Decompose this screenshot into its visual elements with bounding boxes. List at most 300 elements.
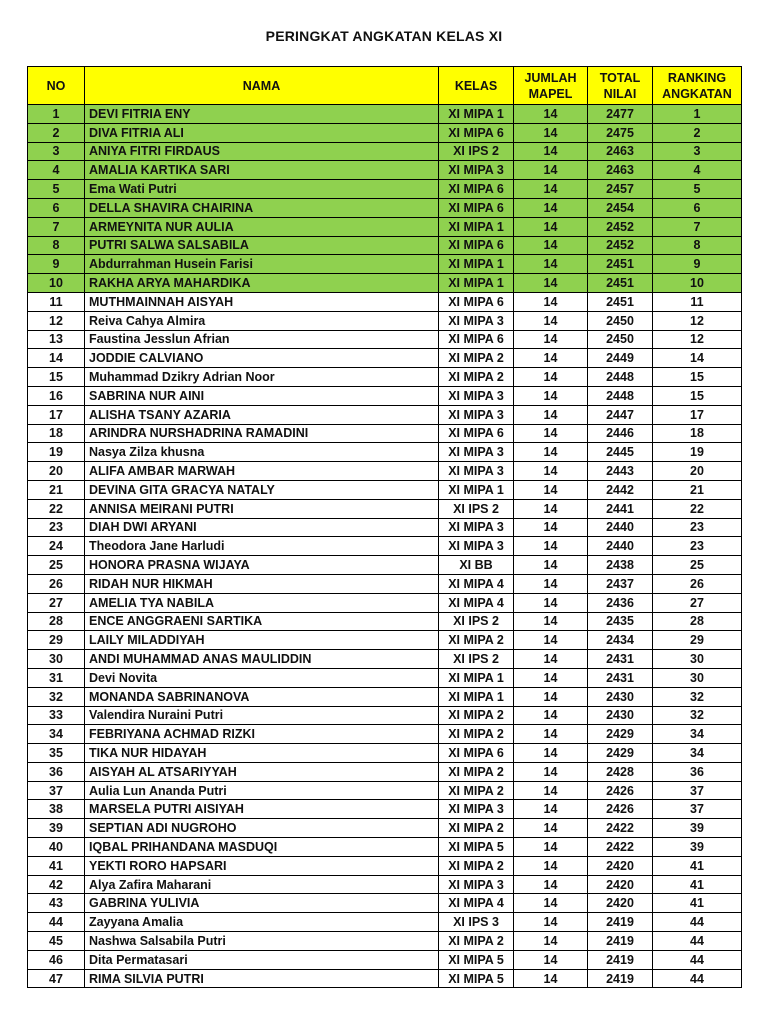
cell-kelas: XI MIPA 2 (439, 762, 514, 781)
cell-nama: Dita Permatasari (85, 950, 439, 969)
cell-nama: Zayyana Amalia (85, 913, 439, 932)
cell-jumlah-mapel: 14 (514, 198, 588, 217)
cell-ranking: 32 (653, 687, 742, 706)
cell-kelas: XI MIPA 3 (439, 462, 514, 481)
table-row (28, 443, 742, 462)
cell-kelas: XI MIPA 3 (439, 443, 514, 462)
cell-jumlah-mapel: 14 (514, 330, 588, 349)
cell-kelas: XI MIPA 5 (439, 838, 514, 857)
cell-ranking: 8 (653, 236, 742, 255)
cell-total-nilai: 2463 (588, 142, 653, 161)
cell-kelas: XI MIPA 6 (439, 330, 514, 349)
table-row (28, 180, 742, 199)
cell-nama: Devi Novita (85, 668, 439, 687)
cell-kelas: XI MIPA 4 (439, 574, 514, 593)
cell-jumlah-mapel: 14 (514, 950, 588, 969)
cell-jumlah-mapel: 14 (514, 894, 588, 913)
cell-total-nilai: 2419 (588, 932, 653, 951)
header-ranking-angkatan (653, 67, 742, 105)
cell-jumlah-mapel: 14 (514, 105, 588, 124)
table-row (28, 612, 742, 631)
cell-total-nilai: 2422 (588, 819, 653, 838)
cell-no: 39 (28, 819, 85, 838)
cell-ranking: 20 (653, 462, 742, 481)
cell-no: 6 (28, 198, 85, 217)
cell-ranking: 44 (653, 969, 742, 988)
cell-kelas: XI IPS 2 (439, 612, 514, 631)
cell-total-nilai: 2430 (588, 687, 653, 706)
cell-total-nilai: 2436 (588, 593, 653, 612)
table-row (28, 537, 742, 556)
cell-no: 44 (28, 913, 85, 932)
cell-jumlah-mapel: 14 (514, 123, 588, 142)
table-header (28, 67, 742, 105)
cell-total-nilai: 2431 (588, 668, 653, 687)
cell-kelas: XI MIPA 6 (439, 744, 514, 763)
cell-total-nilai: 2448 (588, 368, 653, 387)
cell-total-nilai: 2449 (588, 349, 653, 368)
cell-kelas: XI MIPA 6 (439, 198, 514, 217)
cell-jumlah-mapel: 14 (514, 556, 588, 575)
cell-jumlah-mapel: 14 (514, 932, 588, 951)
table-row (28, 518, 742, 537)
cell-kelas: XI IPS 2 (439, 650, 514, 669)
table-row (28, 349, 742, 368)
cell-ranking: 41 (653, 856, 742, 875)
cell-jumlah-mapel: 14 (514, 518, 588, 537)
table-row (28, 105, 742, 124)
cell-kelas: XI IPS 2 (439, 499, 514, 518)
cell-nama: SEPTIAN ADI NUGROHO (85, 819, 439, 838)
cell-jumlah-mapel: 14 (514, 744, 588, 763)
table-row (28, 556, 742, 575)
cell-nama: PUTRI SALWA SALSABILA (85, 236, 439, 255)
cell-ranking: 23 (653, 537, 742, 556)
cell-ranking: 27 (653, 593, 742, 612)
cell-ranking: 44 (653, 932, 742, 951)
cell-kelas: XI MIPA 6 (439, 424, 514, 443)
cell-kelas: XI MIPA 1 (439, 274, 514, 293)
cell-ranking: 15 (653, 386, 742, 405)
cell-no: 26 (28, 574, 85, 593)
cell-jumlah-mapel: 14 (514, 349, 588, 368)
cell-kelas: XI IPS 3 (439, 913, 514, 932)
cell-jumlah-mapel: 14 (514, 368, 588, 387)
cell-nama: AMALIA KARTIKA SARI (85, 161, 439, 180)
cell-jumlah-mapel: 14 (514, 762, 588, 781)
cell-nama: RAKHA ARYA MAHARDIKA (85, 274, 439, 293)
cell-ranking: 9 (653, 255, 742, 274)
table-row (28, 631, 742, 650)
cell-no: 17 (28, 405, 85, 424)
cell-nama: ANNISA MEIRANI PUTRI (85, 499, 439, 518)
cell-total-nilai: 2445 (588, 443, 653, 462)
cell-ranking: 37 (653, 800, 742, 819)
table-row (28, 123, 742, 142)
table-row (28, 950, 742, 969)
cell-total-nilai: 2475 (588, 123, 653, 142)
cell-no: 30 (28, 650, 85, 669)
cell-no: 28 (28, 612, 85, 631)
cell-total-nilai: 2450 (588, 330, 653, 349)
cell-jumlah-mapel: 14 (514, 292, 588, 311)
table-row (28, 668, 742, 687)
cell-ranking: 26 (653, 574, 742, 593)
cell-nama: ANIYA FITRI FIRDAUS (85, 142, 439, 161)
header-kelas: KELAS (439, 67, 514, 105)
cell-no: 14 (28, 349, 85, 368)
cell-ranking: 1 (653, 105, 742, 124)
cell-jumlah-mapel: 14 (514, 913, 588, 932)
cell-nama: ALISHA TSANY AZARIA (85, 405, 439, 424)
cell-ranking: 29 (653, 631, 742, 650)
cell-kelas: XI BB (439, 556, 514, 575)
cell-no: 27 (28, 593, 85, 612)
cell-ranking: 22 (653, 499, 742, 518)
cell-total-nilai: 2435 (588, 612, 653, 631)
table-row (28, 255, 742, 274)
cell-nama: ENCE ANGGRAENI SARTIKA (85, 612, 439, 631)
cell-no: 34 (28, 725, 85, 744)
cell-kelas: XI MIPA 2 (439, 856, 514, 875)
cell-total-nilai: 2420 (588, 894, 653, 913)
cell-nama: DEVI FITRIA ENY (85, 105, 439, 124)
table-row (28, 744, 742, 763)
cell-total-nilai: 2441 (588, 499, 653, 518)
cell-total-nilai: 2446 (588, 424, 653, 443)
cell-total-nilai: 2426 (588, 781, 653, 800)
cell-total-nilai: 2451 (588, 255, 653, 274)
cell-jumlah-mapel: 14 (514, 274, 588, 293)
cell-kelas: XI MIPA 2 (439, 725, 514, 744)
cell-ranking: 44 (653, 913, 742, 932)
cell-ranking: 30 (653, 668, 742, 687)
cell-no: 41 (28, 856, 85, 875)
cell-no: 8 (28, 236, 85, 255)
cell-jumlah-mapel: 14 (514, 405, 588, 424)
cell-ranking: 12 (653, 330, 742, 349)
cell-no: 2 (28, 123, 85, 142)
cell-no: 38 (28, 800, 85, 819)
cell-total-nilai: 2451 (588, 274, 653, 293)
cell-nama: Muhammad Dzikry Adrian Noor (85, 368, 439, 387)
cell-total-nilai: 2452 (588, 217, 653, 236)
cell-total-nilai: 2429 (588, 725, 653, 744)
cell-kelas: XI MIPA 6 (439, 292, 514, 311)
cell-kelas: XI MIPA 3 (439, 518, 514, 537)
cell-nama: TIKA NUR HIDAYAH (85, 744, 439, 763)
cell-no: 40 (28, 838, 85, 857)
table-row (28, 499, 742, 518)
cell-jumlah-mapel: 14 (514, 725, 588, 744)
cell-no: 15 (28, 368, 85, 387)
cell-no: 9 (28, 255, 85, 274)
cell-kelas: XI MIPA 3 (439, 311, 514, 330)
cell-jumlah-mapel: 14 (514, 443, 588, 462)
cell-no: 22 (28, 499, 85, 518)
table-row (28, 969, 742, 988)
cell-total-nilai: 2430 (588, 706, 653, 725)
table-row (28, 913, 742, 932)
cell-total-nilai: 2454 (588, 198, 653, 217)
table-row (28, 292, 742, 311)
cell-ranking: 41 (653, 894, 742, 913)
table-row (28, 142, 742, 161)
cell-nama: Theodora Jane Harludi (85, 537, 439, 556)
header-row (28, 67, 742, 105)
cell-jumlah-mapel: 14 (514, 781, 588, 800)
cell-kelas: XI MIPA 2 (439, 819, 514, 838)
cell-ranking: 14 (653, 349, 742, 368)
cell-nama: IQBAL PRIHANDANA MASDUQI (85, 838, 439, 857)
cell-no: 16 (28, 386, 85, 405)
cell-kelas: XI MIPA 6 (439, 236, 514, 255)
cell-jumlah-mapel: 14 (514, 838, 588, 857)
table-row (28, 574, 742, 593)
cell-kelas: XI MIPA 3 (439, 161, 514, 180)
table-row (28, 781, 742, 800)
cell-kelas: XI IPS 2 (439, 142, 514, 161)
cell-ranking: 37 (653, 781, 742, 800)
cell-ranking: 15 (653, 368, 742, 387)
cell-nama: ALIFA AMBAR MARWAH (85, 462, 439, 481)
cell-jumlah-mapel: 14 (514, 650, 588, 669)
cell-ranking: 11 (653, 292, 742, 311)
cell-no: 29 (28, 631, 85, 650)
cell-nama: AISYAH AL ATSARIYYAH (85, 762, 439, 781)
cell-nama: LAILY MILADDIYAH (85, 631, 439, 650)
cell-jumlah-mapel: 14 (514, 499, 588, 518)
table-body (28, 105, 742, 988)
cell-jumlah-mapel: 14 (514, 706, 588, 725)
table-row (28, 368, 742, 387)
cell-no: 10 (28, 274, 85, 293)
cell-ranking: 10 (653, 274, 742, 293)
cell-no: 31 (28, 668, 85, 687)
cell-nama: DEVINA GITA GRACYA NATALY (85, 480, 439, 499)
cell-jumlah-mapel: 14 (514, 856, 588, 875)
cell-kelas: XI MIPA 3 (439, 405, 514, 424)
cell-no: 46 (28, 950, 85, 969)
cell-ranking: 4 (653, 161, 742, 180)
cell-no: 18 (28, 424, 85, 443)
cell-no: 1 (28, 105, 85, 124)
cell-kelas: XI MIPA 3 (439, 800, 514, 819)
cell-jumlah-mapel: 14 (514, 875, 588, 894)
header-total-nilai (588, 67, 653, 105)
cell-nama: Nashwa Salsabila Putri (85, 932, 439, 951)
cell-kelas: XI MIPA 2 (439, 631, 514, 650)
cell-no: 37 (28, 781, 85, 800)
cell-ranking: 2 (653, 123, 742, 142)
cell-nama: Reiva Cahya Almira (85, 311, 439, 330)
cell-total-nilai: 2452 (588, 236, 653, 255)
table-row (28, 725, 742, 744)
cell-jumlah-mapel: 14 (514, 687, 588, 706)
cell-no: 12 (28, 311, 85, 330)
cell-no: 11 (28, 292, 85, 311)
cell-total-nilai: 2447 (588, 405, 653, 424)
cell-jumlah-mapel: 14 (514, 969, 588, 988)
table-row (28, 894, 742, 913)
table-row (28, 386, 742, 405)
cell-nama: Abdurrahman Husein Farisi (85, 255, 439, 274)
cell-total-nilai: 2420 (588, 856, 653, 875)
cell-jumlah-mapel: 14 (514, 255, 588, 274)
cell-no: 19 (28, 443, 85, 462)
cell-kelas: XI MIPA 1 (439, 255, 514, 274)
cell-kelas: XI MIPA 5 (439, 969, 514, 988)
cell-kelas: XI MIPA 6 (439, 180, 514, 199)
cell-no: 21 (28, 480, 85, 499)
table-row (28, 311, 742, 330)
cell-no: 47 (28, 969, 85, 988)
table-row (28, 236, 742, 255)
cell-ranking: 3 (653, 142, 742, 161)
cell-kelas: XI MIPA 1 (439, 217, 514, 236)
cell-total-nilai: 2440 (588, 537, 653, 556)
cell-nama: DELLA SHAVIRA CHAIRINA (85, 198, 439, 217)
cell-no: 25 (28, 556, 85, 575)
cell-total-nilai: 2419 (588, 913, 653, 932)
cell-jumlah-mapel: 14 (514, 480, 588, 499)
cell-kelas: XI MIPA 2 (439, 932, 514, 951)
table-row (28, 856, 742, 875)
header-nama: NAMA (85, 67, 439, 105)
table-row (28, 800, 742, 819)
cell-total-nilai: 2419 (588, 950, 653, 969)
page-title: PERINGKAT ANGKATAN KELAS XI (265, 28, 503, 44)
cell-jumlah-mapel: 14 (514, 217, 588, 236)
table-row (28, 593, 742, 612)
table-row (28, 424, 742, 443)
cell-kelas: XI MIPA 1 (439, 687, 514, 706)
cell-jumlah-mapel: 14 (514, 668, 588, 687)
table-row (28, 650, 742, 669)
cell-ranking: 34 (653, 744, 742, 763)
cell-kelas: XI MIPA 3 (439, 537, 514, 556)
cell-total-nilai: 2437 (588, 574, 653, 593)
cell-no: 3 (28, 142, 85, 161)
cell-ranking: 21 (653, 480, 742, 499)
cell-nama: RIMA SILVIA PUTRI (85, 969, 439, 988)
cell-no: 36 (28, 762, 85, 781)
cell-nama: Faustina Jesslun Afrian (85, 330, 439, 349)
cell-ranking: 34 (653, 725, 742, 744)
cell-ranking: 12 (653, 311, 742, 330)
header-jumlah-line2: MAPEL (528, 86, 573, 101)
header-jumlah-line1: JUMLAH (524, 70, 577, 85)
cell-total-nilai: 2448 (588, 386, 653, 405)
cell-nama: DIAH DWI ARYANI (85, 518, 439, 537)
cell-nama: SABRINA NUR AINI (85, 386, 439, 405)
cell-ranking: 39 (653, 838, 742, 857)
cell-kelas: XI MIPA 3 (439, 875, 514, 894)
table-row (28, 330, 742, 349)
cell-ranking: 23 (653, 518, 742, 537)
cell-nama: AMELIA TYA NABILA (85, 593, 439, 612)
cell-kelas: XI MIPA 6 (439, 123, 514, 142)
cell-kelas: XI MIPA 3 (439, 386, 514, 405)
cell-jumlah-mapel: 14 (514, 537, 588, 556)
table-row (28, 462, 742, 481)
cell-ranking: 18 (653, 424, 742, 443)
cell-jumlah-mapel: 14 (514, 311, 588, 330)
cell-no: 45 (28, 932, 85, 951)
cell-no: 32 (28, 687, 85, 706)
cell-kelas: XI MIPA 5 (439, 950, 514, 969)
cell-ranking: 41 (653, 875, 742, 894)
cell-total-nilai: 2428 (588, 762, 653, 781)
cell-no: 7 (28, 217, 85, 236)
cell-kelas: XI MIPA 4 (439, 894, 514, 913)
cell-kelas: XI MIPA 1 (439, 480, 514, 499)
header-no: NO (28, 67, 85, 105)
ranking-table (27, 66, 742, 988)
header-total-line2: NILAI (603, 86, 637, 101)
cell-ranking: 36 (653, 762, 742, 781)
cell-no: 20 (28, 462, 85, 481)
cell-kelas: XI MIPA 1 (439, 668, 514, 687)
cell-no: 13 (28, 330, 85, 349)
cell-nama: Nasya Zilza khusna (85, 443, 439, 462)
cell-ranking: 17 (653, 405, 742, 424)
table-row (28, 932, 742, 951)
table-row (28, 838, 742, 857)
cell-no: 4 (28, 161, 85, 180)
cell-nama: Aulia Lun Ananda Putri (85, 781, 439, 800)
cell-total-nilai: 2431 (588, 650, 653, 669)
cell-nama: Valendira Nuraini Putri (85, 706, 439, 725)
cell-kelas: XI MIPA 2 (439, 368, 514, 387)
cell-jumlah-mapel: 14 (514, 180, 588, 199)
table-row (28, 217, 742, 236)
cell-ranking: 7 (653, 217, 742, 236)
cell-jumlah-mapel: 14 (514, 593, 588, 612)
table-row (28, 875, 742, 894)
cell-no: 5 (28, 180, 85, 199)
header-jumlah-mapel (514, 67, 588, 105)
cell-jumlah-mapel: 14 (514, 424, 588, 443)
cell-ranking: 32 (653, 706, 742, 725)
cell-kelas: XI MIPA 2 (439, 706, 514, 725)
cell-no: 33 (28, 706, 85, 725)
cell-ranking: 44 (653, 950, 742, 969)
cell-total-nilai: 2429 (588, 744, 653, 763)
cell-no: 43 (28, 894, 85, 913)
cell-nama: GABRINA YULIVIA (85, 894, 439, 913)
table-row (28, 405, 742, 424)
cell-ranking: 6 (653, 198, 742, 217)
cell-jumlah-mapel: 14 (514, 142, 588, 161)
cell-no: 23 (28, 518, 85, 537)
cell-total-nilai: 2477 (588, 105, 653, 124)
cell-total-nilai: 2442 (588, 480, 653, 499)
cell-nama: Alya Zafira Maharani (85, 875, 439, 894)
cell-nama: RIDAH NUR HIKMAH (85, 574, 439, 593)
cell-no: 42 (28, 875, 85, 894)
cell-total-nilai: 2420 (588, 875, 653, 894)
cell-nama: MONANDA SABRINANOVA (85, 687, 439, 706)
cell-jumlah-mapel: 14 (514, 462, 588, 481)
cell-jumlah-mapel: 14 (514, 819, 588, 838)
cell-ranking: 39 (653, 819, 742, 838)
cell-jumlah-mapel: 14 (514, 800, 588, 819)
cell-nama: FEBRIYANA ACHMAD RIZKI (85, 725, 439, 744)
cell-kelas: XI MIPA 1 (439, 105, 514, 124)
cell-jumlah-mapel: 14 (514, 236, 588, 255)
cell-nama: MUTHMAINNAH AISYAH (85, 292, 439, 311)
